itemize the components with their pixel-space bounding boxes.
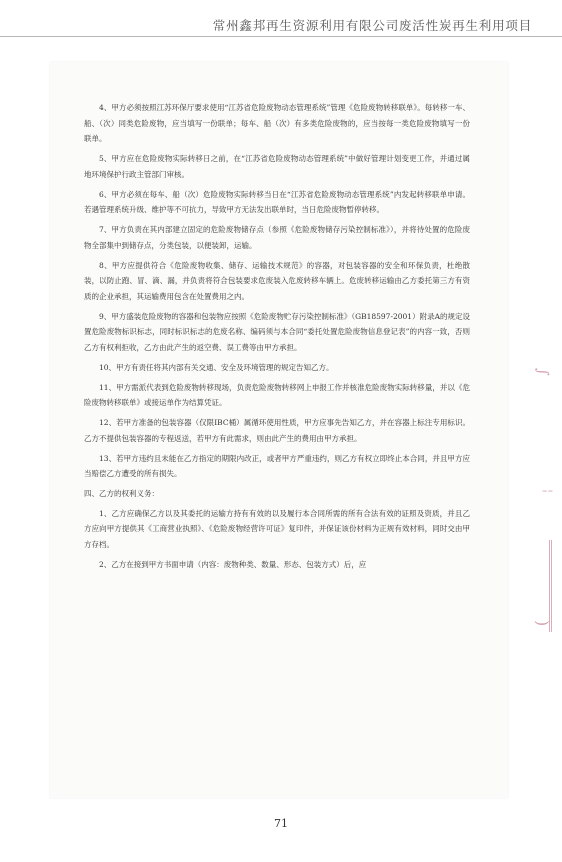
- clause-4: 4、甲方必须按照江苏环保厅要求使用“江苏省危险废物动态管理系统”管理《危险废物转移联单》。每转移一车、船、（次）同类危险废物，应当填写一份联单；每车、船（次）有多类危险废物的，应当按每一类危险废物填写一份联单。: [84, 103, 470, 143]
- clause-9: 9、甲方盛装危险废物的容器和包装物应按照《危险废物贮存污染控制标准》（GB18597-2001）附录A的规定设置危险废物标识标志，同时标识标志的危废名称、编码须与本合同“委托处置危险废物信息登记表”的内容一致，否则乙方有权利拒收，乙方由此产生的返空费、误工费等由甲方承担。: [84, 311, 470, 352]
- clause-6: 6、甲方必须在每车、船（次）危险废物实际转移当日在“江苏省危险废物动态管理系统”内发起转移联单申请。若遇管理系统升级、维护等不可抗力，导致甲方无法发出联单时，当日危险废物暂停转移。: [84, 189, 470, 214]
- clause-13: 13、若甲方违约且未能在乙方指定的期限内改正，或者甲方严重违约，则乙方有权立即终止本合同，并且甲方应当赔偿乙方遭受的所有损失。: [84, 453, 470, 478]
- seal-mark-icon: [547, 540, 552, 632]
- header-title: 常州鑫邦再生资源利用有限公司废活性炭再生利用项目: [212, 18, 532, 33]
- seal-mark-icon: ∫: [534, 368, 552, 376]
- party-b-clause-2: 2、乙方在接到甲方书面申请（内容：废物种类、数量、形态、包装方式）后，应: [99, 559, 367, 569]
- clause-5: 5、甲方应在危险废物实际转移日之前，在“江苏省危险废物动态管理系统”中做好管理计划变更工作，并通过属地环境保护行政主管部门审核。: [84, 154, 470, 179]
- seal-mark-icon: ╎: [541, 488, 552, 495]
- party-b-clause-1: 1、乙方应确保乙方以及其委托的运输方持有有效的以及履行本合同所需的所有合法有效的证照及资质，并且乙方应向甲方提供其《工商营业执照》、《危险废物经营许可证》复印件，并保证该份材料为正规有效材料，同时交由甲方存档。: [84, 508, 470, 549]
- page-number: 71: [274, 817, 288, 830]
- page-header: [0, 0, 562, 37]
- clause-8: 8、甲方应提供符合《危险废物收集、储存、运输技术规范》的容器，对包装容器的安全和环保负责，杜绝散装，以防止跑、冒、滴、漏，并负责将符合包装要求危废装入危废转移车辆上。危废转移运输由乙方委托第三方有资质的企业承担，其运输费用包含在处置费用之内。: [84, 260, 470, 301]
- document-body: [84, 100, 470, 577]
- clause-12: 12、若甲方准备的包装容器（仅限IBC桶）属循环使用性质，甲方应事先告知乙方，并在容器上标注专用标识。乙方不提供包装容器的专程返送，若甲方有此需求，则由此产生的费用由甲方承担。: [84, 418, 470, 443]
- clause-11: 11、甲方需派代表到危险废物转移现场，负责危险废物转移网上申报工作并核准危险废物实际转移量，并以《危险废物转移联单》或接运单作为结算凭证。: [84, 382, 470, 407]
- seal-mark-icon: ): [533, 620, 552, 627]
- section-heading: 四、乙方的权利义务：: [84, 489, 159, 498]
- clause-10: 10、甲方有责任将其内部有关交通、安全及环境管理的规定告知乙方。: [99, 362, 334, 372]
- clause-7: 7、甲方负责在其内部建立固定的危险废物储存点（参照《危险废物储存污染控制标准》），并将待处置的危险废物全部集中到储存点，分类包装，以便装卸，运输。: [84, 225, 470, 250]
